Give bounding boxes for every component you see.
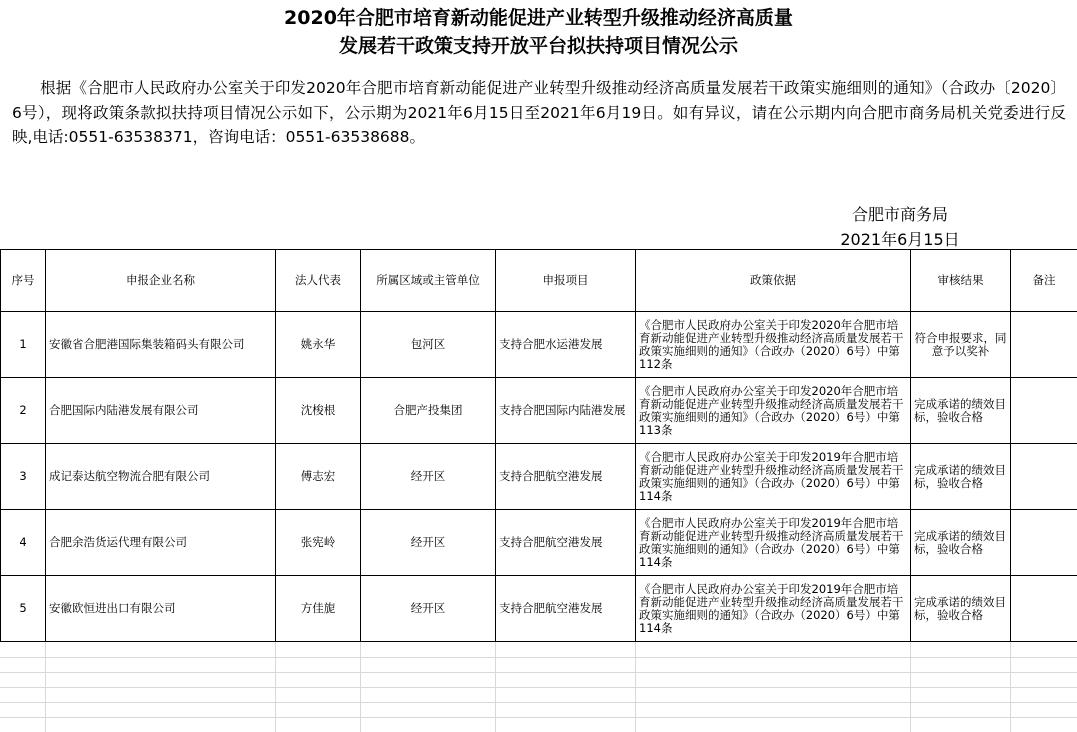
- grid-col-line: [45, 642, 46, 732]
- cell-project: 支持合肥航空港发展: [496, 444, 636, 510]
- header-basis: 政策依据: [636, 250, 911, 312]
- header-project: 申报项目: [496, 250, 636, 312]
- grid-col-line: [910, 642, 911, 732]
- cell-no: 2: [1, 378, 46, 444]
- notice-paragraph: [12, 76, 1066, 150]
- signature-org: 合肥市商务局: [851, 205, 948, 224]
- table-row: [1, 312, 1077, 378]
- header-no: 序号: [1, 250, 46, 312]
- cell-company: 成记泰达航空物流合肥有限公司: [46, 444, 276, 510]
- grid-row-line: [0, 657, 1077, 658]
- grid-col-line: [1010, 642, 1011, 732]
- cell-basis: 《合肥市人民政府办公室关于印发2019年合肥市培育新动能促进产业转型升级推动经济高质量发展若干政策实施细则的通知》（合政办（2020）6号）中第114条: [636, 576, 911, 642]
- cell-legal-rep: 张宪岭: [276, 510, 361, 576]
- cell-no: 5: [1, 576, 46, 642]
- table-row: [1, 576, 1077, 642]
- cell-note: [1011, 576, 1077, 642]
- cell-legal-rep: 姚永华: [276, 312, 361, 378]
- cell-no: 1: [1, 312, 46, 378]
- cell-region: 经开区: [361, 576, 496, 642]
- cell-no: 3: [1, 444, 46, 510]
- cell-no: 4: [1, 510, 46, 576]
- cell-basis: 《合肥市人民政府办公室关于印发2019年合肥市培育新动能促进产业转型升级推动经济高质量发展若干政策实施细则的通知》（合政办（2020）6号）中第114条: [636, 444, 911, 510]
- cell-legal-rep: 方佳旎: [276, 576, 361, 642]
- grid-row-line: [0, 702, 1077, 703]
- header-company: 申报企业名称: [46, 250, 276, 312]
- cell-note: [1011, 378, 1077, 444]
- grid-col-line: [360, 642, 361, 732]
- cell-region: 合肥产投集团: [361, 378, 496, 444]
- table-row: [1, 444, 1077, 510]
- cell-result: 完成承诺的绩效目标，验收合格: [911, 444, 1011, 510]
- cell-result: 符合申报要求，同意予以奖补: [911, 312, 1011, 378]
- cell-basis: 《合肥市人民政府办公室关于印发2020年合肥市培育新动能促进产业转型升级推动经济高质量发展若干政策实施细则的通知》（合政办（2020）6号）中第113条: [636, 378, 911, 444]
- cell-company: 合肥国际内陆港发展有限公司: [46, 378, 276, 444]
- notice-text: 根据《合肥市人民政府办公室关于印发2020年合肥市培育新动能促进产业转型升级推动经济高质量发展若干政策实施细则的通知》（合政办〔2020〕6号），现将政策条款拟扶持项目情况公示如下，公示期为2021年6月15日至2021年6月19日。如有异议，请在公示期内向合肥市商务局机关党委进行反映,电话:0551-63538371，咨询电话：0551-63538688。: [12, 79, 1066, 146]
- title-line-2: 发展若干政策支持开放平台拟扶持项目情况公示: [338, 35, 738, 57]
- grid-row-line: [0, 687, 1077, 688]
- cell-note: [1011, 510, 1077, 576]
- cell-company: 安徽欧恒进出口有限公司: [46, 576, 276, 642]
- page-title: [0, 4, 1077, 60]
- cell-basis: 《合肥市人民政府办公室关于印发2020年合肥市培育新动能促进产业转型升级推动经济高质量发展若干政策实施细则的通知》（合政办（2020）6号）中第112条: [636, 312, 911, 378]
- cell-project: 支持合肥航空港发展: [496, 510, 636, 576]
- header-note: 备注: [1011, 250, 1077, 312]
- cell-company: 合肥余浩货运代理有限公司: [46, 510, 276, 576]
- cell-result: 完成承诺的绩效目标，验收合格: [911, 576, 1011, 642]
- cell-result: 完成承诺的绩效目标，验收合格: [911, 378, 1011, 444]
- cell-result: 完成承诺的绩效目标，验收合格: [911, 510, 1011, 576]
- header-result: 审核结果: [911, 250, 1011, 312]
- cell-region: 经开区: [361, 444, 496, 510]
- table-header-row: [1, 250, 1077, 312]
- project-table: [0, 249, 1077, 642]
- cell-project: 支持合肥水运港发展: [496, 312, 636, 378]
- table-row: [1, 510, 1077, 576]
- grid-row-line: [0, 717, 1077, 718]
- cell-note: [1011, 444, 1077, 510]
- cell-region: 经开区: [361, 510, 496, 576]
- grid-col-line: [275, 642, 276, 732]
- title-line-1: 2020年合肥市培育新动能促进产业转型升级推动经济高质量: [284, 7, 793, 29]
- cell-region: 包河区: [361, 312, 496, 378]
- header-legal-rep: 法人代表: [276, 250, 361, 312]
- cell-project: 支持合肥航空港发展: [496, 576, 636, 642]
- cell-company: 安徽省合肥港国际集装箱码头有限公司: [46, 312, 276, 378]
- cell-legal-rep: 傅志宏: [276, 444, 361, 510]
- cell-note: [1011, 312, 1077, 378]
- grid-col-line: [635, 642, 636, 732]
- cell-basis: 《合肥市人民政府办公室关于印发2019年合肥市培育新动能促进产业转型升级推动经济高质量发展若干政策实施细则的通知》（合政办（2020）6号）中第114条: [636, 510, 911, 576]
- cell-project: 支持合肥国际内陆港发展: [496, 378, 636, 444]
- grid-row-line: [0, 672, 1077, 673]
- grid-col-line: [495, 642, 496, 732]
- table-row: [1, 378, 1077, 444]
- cell-legal-rep: 沈梭根: [276, 378, 361, 444]
- header-region: 所属区域或主管单位: [361, 250, 496, 312]
- signature-date: 2021年6月15日: [840, 230, 960, 249]
